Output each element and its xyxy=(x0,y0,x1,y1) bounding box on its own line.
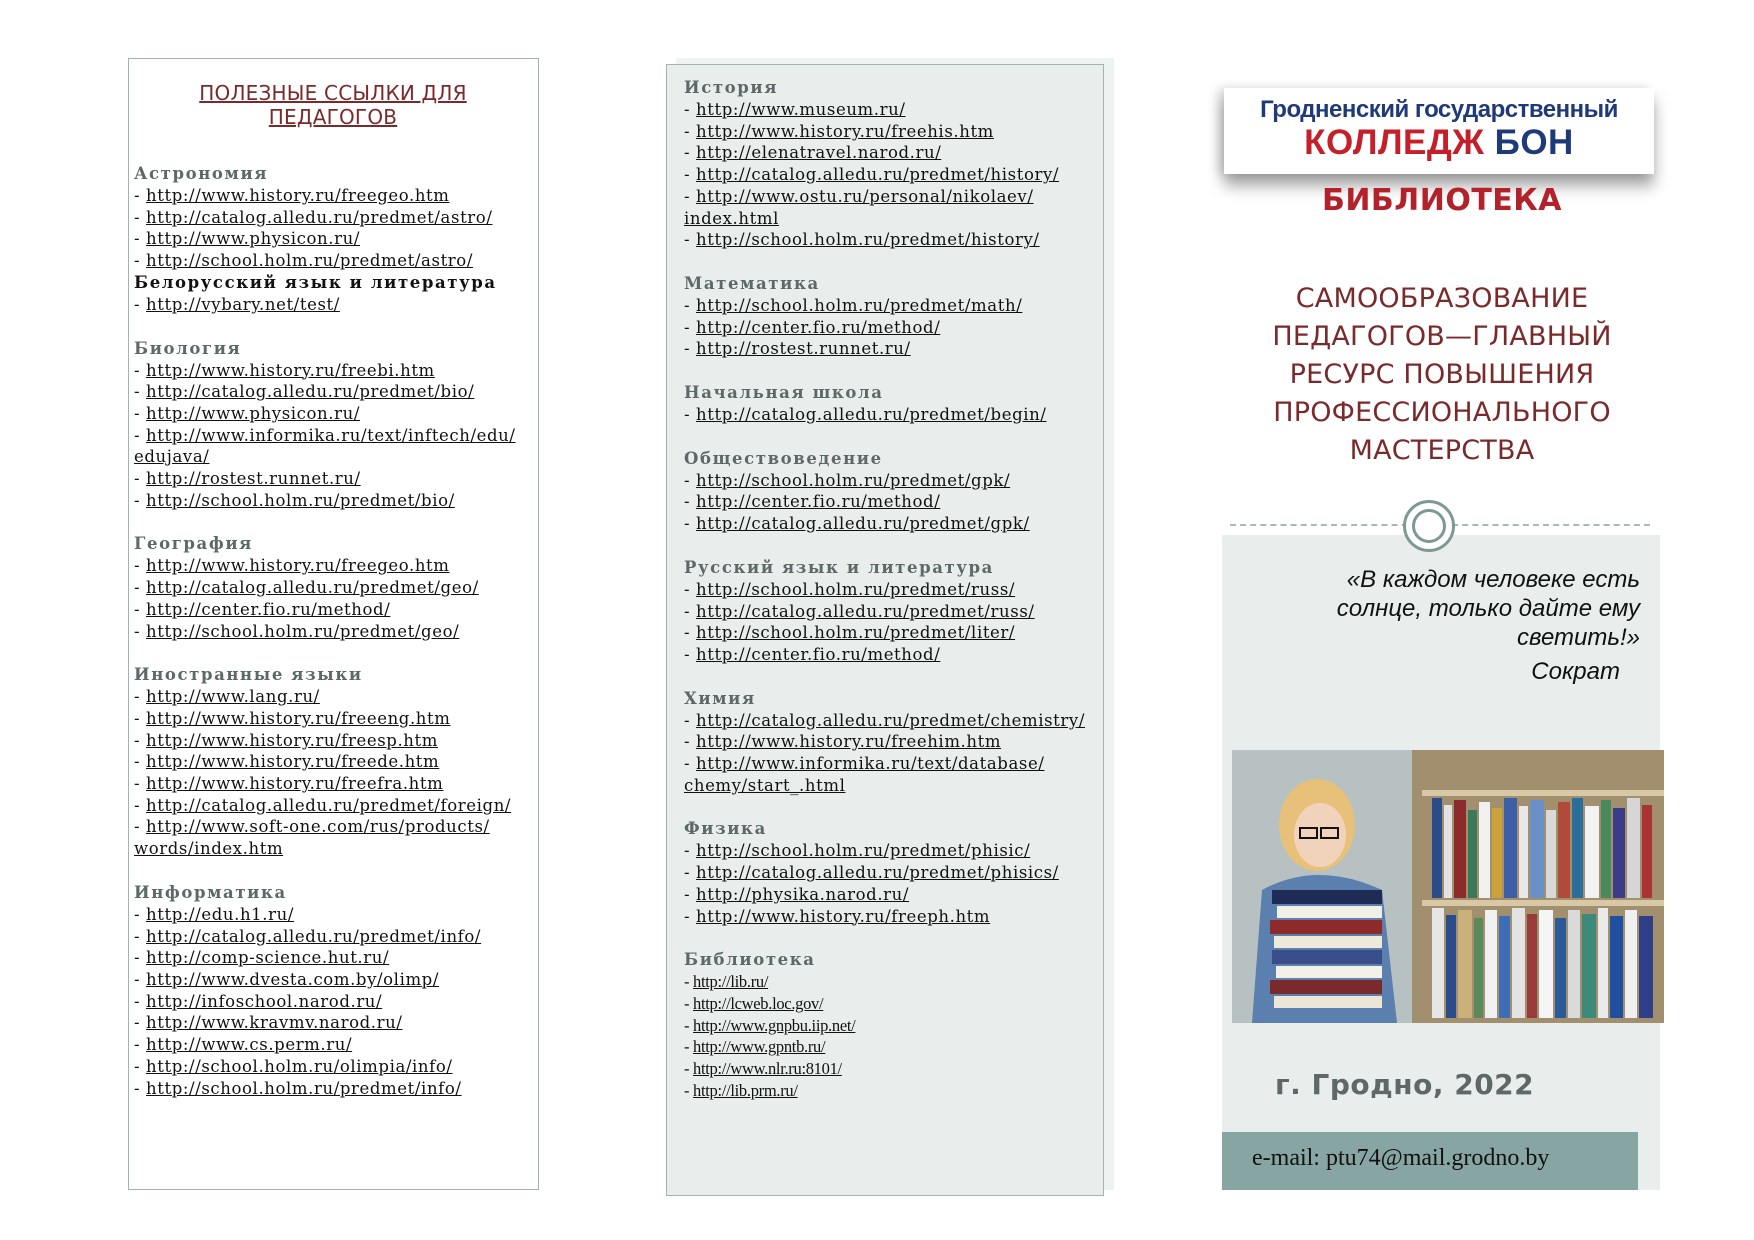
url-link[interactable]: http://www.history.ru/freehis.htm xyxy=(696,121,994,141)
link-row: - http://www.history.ru/freeeng.htm xyxy=(134,708,451,728)
url-link[interactable]: http://catalog.alledu.ru/predmet/gpk/ xyxy=(696,514,1030,534)
url-link[interactable]: http://www.history.ru/freegeo.htm xyxy=(146,556,450,576)
title-line: ПРОФЕССИОНАЛЬНОГО xyxy=(1273,397,1611,428)
title-line: МАСТЕРСТВА xyxy=(1349,435,1535,466)
link-row: - http://www.informika.ru/text/inftech/edu/ xyxy=(134,425,516,445)
url-link[interactable]: http://catalog.alledu.ru/predmet/info/ xyxy=(146,926,482,946)
section-title: Начальная школа xyxy=(684,383,884,403)
city-year: г. Гродно, 2022 xyxy=(1275,1068,1535,1101)
link-section xyxy=(684,448,1103,535)
link-row: - http://www.history.ru/freegeo.htm xyxy=(134,556,450,576)
url-link[interactable]: http://www.informika.ru/text/inftech/edu/ xyxy=(146,425,516,445)
link-row: - http://center.fio.ru/method/ xyxy=(684,492,941,512)
url-link[interactable]: http://comp-science.hut.ru/ xyxy=(146,948,390,968)
link-section xyxy=(134,338,538,512)
title-line: ПЕДАГОГОВ—ГЛАВНЫЙ xyxy=(1272,321,1612,352)
url-link[interactable]: http://www.nlr.ru:8101/ xyxy=(693,1059,842,1079)
link-row: - http://physika.narod.ru/ xyxy=(684,884,910,904)
logo-college: КОЛЛЕДЖ xyxy=(1304,123,1485,162)
link-row: - http://www.history.ru/freehis.htm xyxy=(684,121,994,141)
url-link[interactable]: http://catalog.alledu.ru/predmet/bio/ xyxy=(146,382,475,402)
left-links-panel xyxy=(128,58,539,1190)
section-title: Физика xyxy=(684,819,767,839)
link-section xyxy=(134,664,538,860)
link-row: - http://catalog.alledu.ru/predmet/foreign/ xyxy=(134,795,512,815)
middle-links-panel xyxy=(666,64,1104,1196)
link-row: - http://www.ostu.ru/personal/nikolaev/ xyxy=(684,186,1034,206)
url-link[interactable]: http://catalog.alledu.ru/predmet/foreign/ xyxy=(146,795,512,815)
link-row: - http://rostest.runnet.ru/ xyxy=(134,469,361,489)
url-link[interactable]: http://catalog.alledu.ru/predmet/phisics/ xyxy=(696,863,1059,883)
url-link[interactable]: http://www.history.ru/freesp.htm xyxy=(146,730,438,750)
quote xyxy=(1220,565,1640,652)
url-link[interactable]: http://www.physicon.ru/ xyxy=(146,229,360,249)
url-link[interactable]: http://lcweb.loc.gov/ xyxy=(693,993,824,1013)
quote-line: солнце, только дайте ему xyxy=(1336,595,1640,622)
link-row: - http://www.history.ru/freede.htm xyxy=(134,752,440,772)
link-row: - http://school.holm.ru/predmet/liter/ xyxy=(684,623,1016,643)
url-link[interactable]: http://www.informika.ru/text/database/ xyxy=(696,754,1045,774)
email: e-mail: ptu74@mail.grodno.by xyxy=(1252,1145,1550,1171)
link-section xyxy=(134,163,538,272)
url-link[interactable]: http://physika.narod.ru/ xyxy=(696,884,910,904)
title-line: САМООБРАЗОВАНИЕ xyxy=(1295,283,1589,314)
link-row: - http://infoschool.narod.ru/ xyxy=(134,991,383,1011)
link-row: - http://www.lang.ru/ xyxy=(134,687,320,707)
url-link[interactable]: http://www.history.ru/freebi.htm xyxy=(146,360,435,380)
link-section xyxy=(134,533,538,642)
logo-line1: Гродненский государственный xyxy=(1260,96,1618,123)
link-row: - http://center.fio.ru/method/ xyxy=(134,599,391,619)
url-link[interactable]: http://catalog.alledu.ru/predmet/geo/ xyxy=(146,578,479,598)
link-row: - http://www.kravmv.narod.ru/ xyxy=(134,1013,403,1033)
link-row: - http://center.fio.ru/method/ xyxy=(684,317,941,337)
link-row: - http://center.fio.ru/method/ xyxy=(684,644,941,664)
url-link[interactable]: http://center.fio.ru/method/ xyxy=(696,644,941,664)
url-link[interactable]: http://www.cs.perm.ru/ xyxy=(146,1035,353,1055)
url-link[interactable]: http://center.fio.ru/method/ xyxy=(146,599,391,619)
link-row: - http://catalog.alledu.ru/predmet/russ/ xyxy=(684,601,1035,621)
section-title: История xyxy=(684,78,779,97)
link-row: - http://catalog.alledu.ru/predmet/begin/ xyxy=(684,405,1047,425)
url-link[interactable]: http://www.ostu.ru/personal/nikolaev/ xyxy=(696,186,1034,206)
link-row: - http://school.holm.ru/predmet/astro/ xyxy=(134,251,473,271)
url-link[interactable]: http://www.lang.ru/ xyxy=(146,687,320,707)
link-continuation[interactable]: chemy/start_.html xyxy=(684,775,846,795)
url-link[interactable]: http://school.holm.ru/predmet/info/ xyxy=(146,1078,462,1098)
url-link[interactable]: http://center.fio.ru/method/ xyxy=(696,317,941,337)
link-section xyxy=(684,557,1103,666)
link-row: - http://www.history.ru/freehim.htm xyxy=(684,732,1002,752)
link-row: - http://www.history.ru/freegeo.htm xyxy=(134,186,450,205)
url-link[interactable]: http://school.holm.ru/predmet/gpk/ xyxy=(696,470,1011,490)
quote-line: светить!» xyxy=(1516,624,1640,651)
link-section xyxy=(134,882,538,1099)
url-link[interactable]: http://www.gnpbu.iip.net/ xyxy=(693,1015,856,1035)
link-row: - http://school.holm.ru/predmet/math/ xyxy=(684,295,1023,315)
url-link[interactable]: http://www.soft-one.com/rus/products/ xyxy=(146,817,490,837)
url-link[interactable]: http://www.dvesta.com.by/olimp/ xyxy=(146,969,440,989)
link-row: - http://www.physicon.ru/ xyxy=(134,229,360,249)
link-row: - http://www.physicon.ru/ xyxy=(134,403,360,423)
link-row: - http://www.cs.perm.ru/ xyxy=(134,1035,353,1055)
library-heading: БИБЛИОТЕКА xyxy=(1321,183,1563,218)
url-link[interactable]: http://www.kravmv.narod.ru/ xyxy=(146,1013,403,1033)
link-row: - http://catalog.alledu.ru/predmet/phisics/ xyxy=(684,863,1059,883)
link-row: - http://www.informika.ru/text/database/ xyxy=(684,754,1045,774)
url-link[interactable]: http://school.holm.ru/predmet/astro/ xyxy=(146,251,473,271)
logo-bon: БОН xyxy=(1494,123,1574,162)
url-link[interactable]: http://lib.ru/ xyxy=(693,972,769,992)
url-link[interactable]: http://school.holm.ru/predmet/bio/ xyxy=(146,490,455,510)
logo-line2 xyxy=(1224,124,1654,162)
url-link[interactable]: http://www.history.ru/freefra.htm xyxy=(146,774,444,794)
link-row: - http://comp-science.hut.ru/ xyxy=(134,948,390,968)
link-row: - http://school.holm.ru/predmet/geo/ xyxy=(134,621,460,641)
url-link[interactable]: http://school.holm.ru/predmet/liter/ xyxy=(696,623,1016,643)
college-logo xyxy=(1224,88,1654,174)
section-title: Химия xyxy=(684,688,756,708)
section-title: Иностранные языки xyxy=(134,665,363,685)
link-continuation[interactable]: index.html xyxy=(684,208,779,228)
quote-author: Сократ xyxy=(1531,658,1620,685)
link-section xyxy=(684,273,1103,360)
section-title: Астрономия xyxy=(134,164,269,183)
link-row: - http://www.nlr.ru:8101/ xyxy=(684,1059,842,1079)
url-link[interactable]: http://www.gpntb.ru/ xyxy=(693,1037,826,1057)
url-link[interactable]: http://school.holm.ru/predmet/math/ xyxy=(696,295,1023,315)
link-continuation[interactable]: words/index.htm xyxy=(134,839,284,859)
link-section xyxy=(684,949,1103,1101)
link-row: - http://rostest.runnet.ru/ xyxy=(684,339,911,359)
url-link[interactable]: http://www.history.ru/freegeo.htm xyxy=(146,186,450,205)
section-title: Библиотека xyxy=(684,950,816,970)
url-link[interactable]: http://www.history.ru/freeph.htm xyxy=(696,906,991,926)
link-row: - http://www.history.ru/freebi.htm xyxy=(134,360,435,380)
link-section xyxy=(134,272,538,316)
section-title: Математика xyxy=(684,273,820,293)
url-link[interactable]: http://edu.h1.ru/ xyxy=(146,904,294,924)
link-row: - http://lib.ru/ xyxy=(684,972,769,992)
link-row: - http://catalog.alledu.ru/predmet/geo/ xyxy=(134,578,479,598)
link-row: - http://school.holm.ru/predmet/info/ xyxy=(134,1078,462,1098)
url-link[interactable]: http://elenatravel.narod.ru/ xyxy=(696,143,942,163)
photo-illustration xyxy=(1232,750,1664,1023)
link-row: - http://www.museum.ru/ xyxy=(684,100,906,119)
section-title: Обществоведение xyxy=(684,448,883,468)
url-link[interactable]: http://www.history.ru/freede.htm xyxy=(146,752,440,772)
link-row: - http://catalog.alledu.ru/predmet/astro/ xyxy=(134,207,493,227)
url-link[interactable]: http://school.holm.ru/predmet/phisic/ xyxy=(696,841,1031,861)
link-row: - http://school.holm.ru/predmet/phisic/ xyxy=(684,841,1031,861)
url-link[interactable]: http://catalog.alledu.ru/predmet/russ/ xyxy=(696,601,1035,621)
section-title: Русский язык и литература xyxy=(684,557,994,577)
url-link[interactable]: http://vybary.net/test/ xyxy=(146,294,340,314)
url-link[interactable]: http://www.history.ru/freeeng.htm xyxy=(146,708,451,728)
url-link[interactable]: http://school.holm.ru/predmet/history/ xyxy=(696,230,1040,250)
link-row: - http://www.gnpbu.iip.net/ xyxy=(684,1015,856,1035)
url-link[interactable]: http://rostest.runnet.ru/ xyxy=(696,339,911,359)
photo-woman-with-books xyxy=(1232,750,1664,1023)
link-row: - http://catalog.alledu.ru/predmet/history/ xyxy=(684,165,1060,185)
email-bar xyxy=(1222,1132,1638,1190)
url-link[interactable]: http://infoschool.narod.ru/ xyxy=(146,991,383,1011)
link-row: - http://www.gpntb.ru/ xyxy=(684,1037,826,1057)
link-row: - http://lib.prm.ru/ xyxy=(684,1080,798,1100)
url-link[interactable]: http://rostest.runnet.ru/ xyxy=(146,469,361,489)
panel-title: ПОЛЕЗНЫЕ ССЫЛКИ ДЛЯ ПЕДАГОГОВ xyxy=(199,81,467,129)
url-link[interactable]: http://www.history.ru/freehim.htm xyxy=(696,732,1002,752)
url-link[interactable]: http://catalog.alledu.ru/predmet/chemistry/ xyxy=(696,710,1085,730)
title-line: РЕСУРС ПОВЫШЕНИЯ xyxy=(1289,359,1595,390)
section-title: Биология xyxy=(134,338,242,358)
link-row: - http://www.history.ru/freeph.htm xyxy=(684,906,991,926)
link-row: - http://catalog.alledu.ru/predmet/bio/ xyxy=(134,382,475,402)
url-link[interactable]: http://catalog.alledu.ru/predmet/begin/ xyxy=(696,405,1047,425)
link-row: - http://school.holm.ru/predmet/russ/ xyxy=(684,579,1016,599)
link-row: - http://school.holm.ru/olimpia/info/ xyxy=(134,1056,453,1076)
link-row: - http://school.holm.ru/predmet/history/ xyxy=(684,230,1040,250)
url-link[interactable]: http://www.physicon.ru/ xyxy=(146,403,360,423)
link-row: - http://catalog.alledu.ru/predmet/chemistry/ xyxy=(684,710,1085,730)
link-row: - http://www.history.ru/freesp.htm xyxy=(134,730,438,750)
url-link[interactable]: http://school.holm.ru/olimpia/info/ xyxy=(146,1056,453,1076)
ring-icon xyxy=(1403,500,1455,552)
left-sections xyxy=(134,163,538,1099)
link-row: - http://www.history.ru/freefra.htm xyxy=(134,774,444,794)
link-row: - http://catalog.alledu.ru/predmet/gpk/ xyxy=(684,514,1030,534)
url-link[interactable]: http://school.holm.ru/predmet/geo/ xyxy=(146,621,460,641)
url-link[interactable]: http://school.holm.ru/predmet/russ/ xyxy=(696,579,1016,599)
section-title: Информатика xyxy=(134,882,287,902)
link-row: - http://catalog.alledu.ru/predmet/info/ xyxy=(134,926,482,946)
url-link[interactable]: http://catalog.alledu.ru/predmet/history/ xyxy=(696,165,1060,185)
brochure-title xyxy=(1220,280,1664,470)
link-continuation[interactable]: edujava/ xyxy=(134,447,210,467)
middle-sections xyxy=(684,77,1103,1102)
url-link[interactable]: http://www.museum.ru/ xyxy=(696,100,906,119)
link-section xyxy=(684,818,1103,927)
url-link[interactable]: http://catalog.alledu.ru/predmet/astro/ xyxy=(146,207,493,227)
link-row: - http://elenatravel.narod.ru/ xyxy=(684,143,942,163)
link-row: - http://school.holm.ru/predmet/gpk/ xyxy=(684,470,1011,490)
section-title: География xyxy=(134,534,253,554)
link-row: - http://school.holm.ru/predmet/bio/ xyxy=(134,490,455,510)
link-row: - http://www.soft-one.com/rus/products/ xyxy=(134,817,490,837)
link-row: - http://www.dvesta.com.by/olimp/ xyxy=(134,969,440,989)
url-link[interactable]: http://lib.prm.ru/ xyxy=(693,1080,798,1100)
link-section xyxy=(684,77,1103,251)
link-row: - http://edu.h1.ru/ xyxy=(134,904,294,924)
link-section xyxy=(684,688,1103,797)
url-link[interactable]: http://center.fio.ru/method/ xyxy=(696,492,941,512)
link-row: - http://vybary.net/test/ xyxy=(134,294,340,314)
cover-panel xyxy=(1220,80,1660,1190)
section-title: Белорусский язык и литература xyxy=(134,272,497,292)
link-section xyxy=(684,382,1103,426)
quote-line: «В каждом человеке есть xyxy=(1346,566,1640,593)
link-row: - http://lcweb.loc.gov/ xyxy=(684,993,824,1013)
